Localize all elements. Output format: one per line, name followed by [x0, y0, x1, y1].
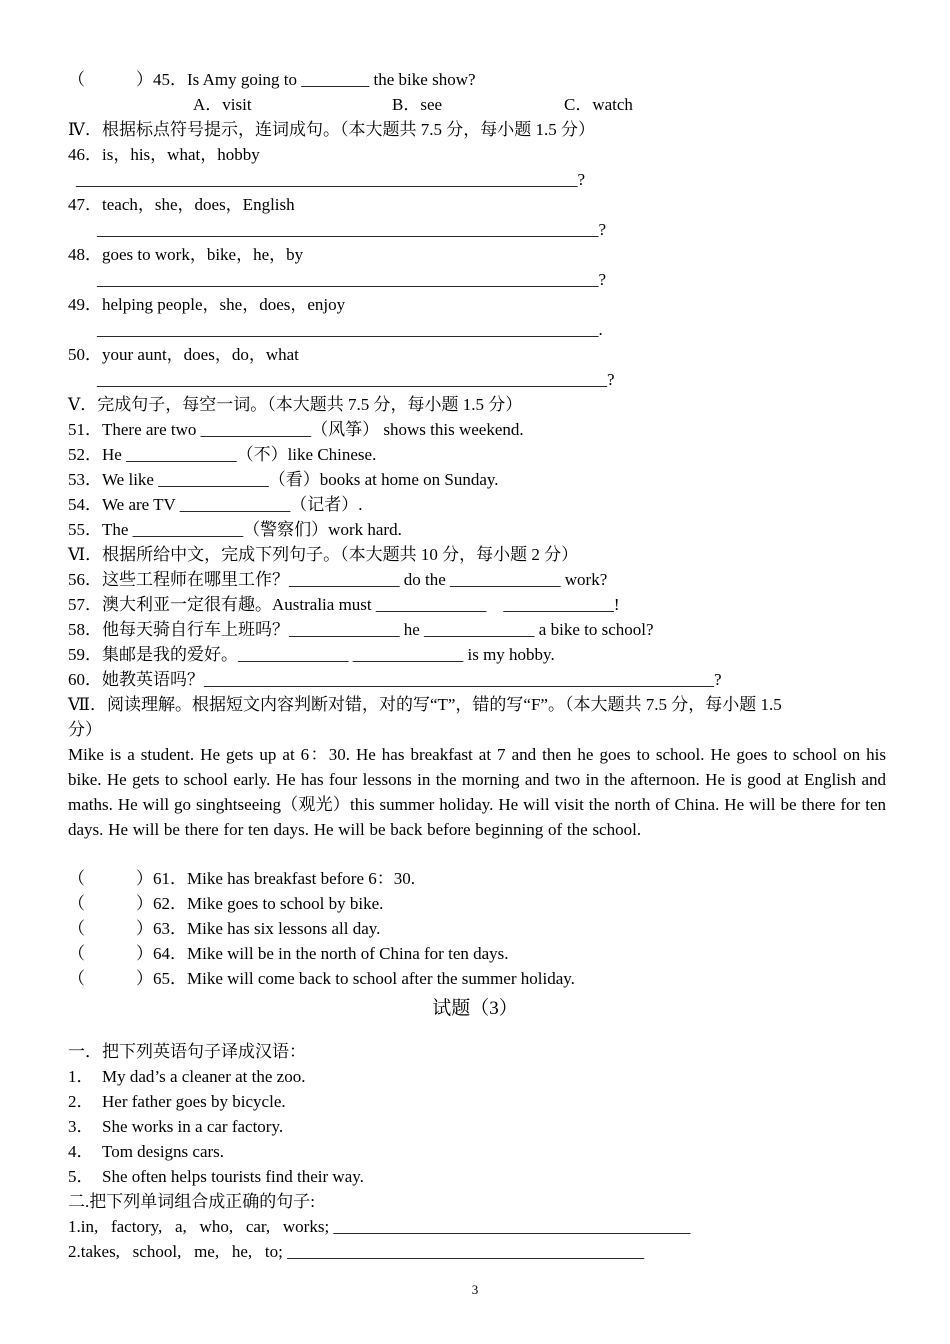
question-55: 55．The _____________（警察们）work hard. [68, 520, 402, 539]
section-7-heading: Ⅶ．阅读理解。根据短文内容判断对错，对的写“T”，错的写“F”。（本大题共 7.5 分，每小题 1.5 [68, 695, 782, 714]
answer-line-49: ___________________________________________________________. [97, 320, 603, 339]
translate-item-4: 4． Tom designs cars. [68, 1142, 225, 1161]
question-49: 49．helping people，she，does，enjoy [68, 295, 346, 314]
reorder-item-2: 2.takes, school, me, he, to; __________________________________________ [68, 1242, 645, 1261]
reading-passage: Mike is a student. He gets up at 6：30. He has breakfast at 7 and then he goes to school. He goes to school on his bike. He gets to school early. He has four lessons in the morning and two in the afternoon. He is good at English and maths. He will go singhtseeing（观光）this summer holiday. He will visit the north of China. He will be there for ten days. He will be there for ten days. He will be back before beginning of the school. [68, 745, 886, 839]
translate-item-1: 1． My dad’s a cleaner at the zoo. [68, 1067, 306, 1086]
option-b: B．see [392, 95, 443, 114]
translate-item-5: 5． She often helps tourists find their way. [68, 1167, 364, 1186]
section-6-heading: Ⅵ．根据所给中文，完成下列句子。（本大题共 10 分，每小题 2 分） [68, 545, 579, 564]
question-57: 57．澳大利亚一定很有趣。Australia must _____________ _____________! [68, 595, 620, 614]
test-3-part-2-heading: 二.把下列单词组合成正确的句子: [68, 1192, 315, 1211]
section-7-heading-cont: 分） [68, 720, 102, 739]
question-53: 53．We like _____________（看）books at home on Sunday. [68, 470, 499, 489]
question-45: （ ）45．Is Amy going to ________ the bike show? [68, 70, 476, 89]
option-c: C．watch [564, 95, 633, 114]
question-58: 58．他每天骑自行车上班吗？_____________ he _____________ a bike to school? [68, 620, 654, 639]
option-a: A．visit [193, 95, 252, 114]
question-46: 46．is，his，what，hobby [68, 145, 260, 164]
question-47: 47．teach，she，does，English [68, 195, 295, 214]
question-61: （ ）61．Mike has breakfast before 6：30. [68, 869, 416, 888]
translate-item-2: 2． Her father goes by bicycle. [68, 1092, 286, 1111]
question-59: 59．集邮是我的爱好。_____________ _____________ is my hobby. [68, 645, 555, 664]
test-3-title: 试题（3） [432, 998, 518, 1019]
question-54: 54．We are TV _____________（记者）. [68, 495, 363, 514]
question-52: 52．He _____________（不）like Chinese. [68, 445, 377, 464]
question-64: （ ）64．Mike will be in the north of China for ten days. [68, 944, 509, 963]
question-62: （ ）62．Mike goes to school by bike. [68, 894, 384, 913]
question-50: 50．your aunt，does，do，what [68, 345, 299, 364]
reorder-item-1: 1.in, factory, a, who, car, works; __________________________________________ [68, 1217, 691, 1236]
question-48: 48．goes to work，bike，he，by [68, 245, 304, 264]
question-56: 56．这些工程师在哪里工作？_____________ do the _____________ work? [68, 570, 608, 589]
translate-item-3: 3． She works in a car factory. [68, 1117, 284, 1136]
answer-line-48: ___________________________________________________________? [97, 270, 607, 289]
question-45-options [0, 92, 950, 117]
answer-line-46: ___________________________________________________________? [76, 170, 586, 189]
answer-line-47: ___________________________________________________________? [97, 220, 607, 239]
question-51: 51．There are two _____________（风筝） shows this weekend. [68, 420, 524, 439]
question-65: （ ）65．Mike will come back to school after the summer holiday. [68, 969, 575, 988]
test-3-part-1-heading: 一．把下列英语句子译成汉语： [68, 1042, 306, 1061]
section-5-heading: Ⅴ．完成句子，每空一词。（本大题共 7.5 分，每小题 1.5 分） [68, 395, 523, 414]
section-4-heading: Ⅳ．根据标点符号提示，连词成句。（本大题共 7.5 分，每小题 1.5 分） [68, 120, 595, 139]
question-60: 60．她教英语吗？____________________________________________________________? [68, 670, 722, 689]
page-number: 3 [471, 1282, 479, 1297]
question-63: （ ）63．Mike has six lessons all day. [68, 919, 381, 938]
answer-line-50: ____________________________________________________________? [97, 370, 615, 389]
